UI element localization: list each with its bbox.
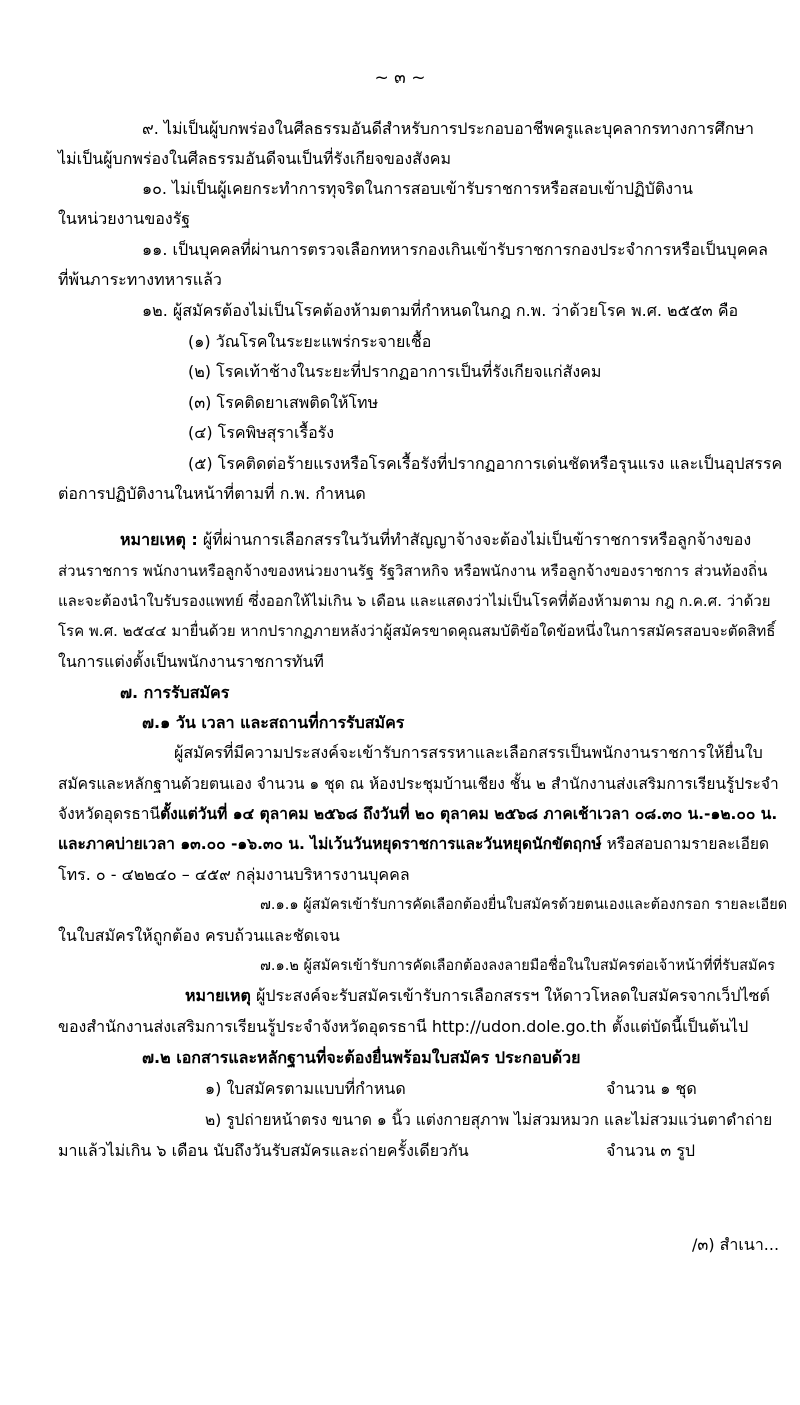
item-12-sub-1: (๑) วัณโรคในระยะแพร่กระจายเชื้อ xyxy=(188,332,432,351)
section-7-heading: ๗. การรับสมัคร xyxy=(120,683,230,702)
item-12-sub-4: (๔) โรคพิษสุราเรื้อรัง xyxy=(188,423,335,442)
item-11-line-1: ๑๑. เป็นบุคคลที่ผ่านการตรวจเลือกทหารกองเกินเข้ารับราชการกองประจำการหรือเป็นบุคคล xyxy=(142,240,768,259)
section-7-1-heading: ๗.๑ วัน เวลา และสถานที่การรับสมัคร xyxy=(142,713,405,732)
section-7-1-para-line-2: สมัครและหลักฐานด้วยตนเอง จำนวน ๑ ชุด ณ ห้องประชุมบ้านเชียง ชั้น ๒ สำนักงานส่งเสริมการเรียนรู้ประจำ xyxy=(58,775,779,793)
clause-7-1-2: ๗.๑.๒ ผู้สมัครเข้ารับการคัดเลือกต้องลงลายมือชื่อในใบสมัครต่อเจ้าหน้าที่ที่รับสมัคร xyxy=(260,958,776,974)
item-11-line-2: ที่พ้นภาระทางทหารแล้ว xyxy=(58,270,222,289)
note-2-text: ผู้ประสงค์จะรับสมัครเข้ารับการเลือกสรรฯ ให้ดาวโหลดใบสมัครจากเว็ปไซต์ xyxy=(250,986,770,1005)
note-1-text: ผู้ที่ผ่านการเลือกสรรในวันที่ทำสัญญาจ้างจะต้องไม่เป็นข้าราชการหรือลูกจ้างของ xyxy=(197,530,752,549)
doc-item-2-line-1: ๒) รูปถ่ายหน้าตรง ขนาด ๑ นิ้ว แต่งกายสุภาพ ไม่สวมหมวก และไม่สวมแว่นตาดำถ่าย xyxy=(205,1111,773,1129)
note-2-line-2: ของสำนักงานส่งเสริมการเรียนรู้ประจำจังหวัดอุดรธานี http://udon.dole.go.th ตั้งแต่บัดนี้เป็นต้นไป xyxy=(58,1017,749,1036)
section-7-1-phone-line: โทร. ๐ - ๔๒๒๔๐ – ๔๕๙ กลุ่มงานบริหารงานบุคคล xyxy=(58,865,410,884)
item-12-sub-2: (๒) โรคเท้าช้างในระยะที่ปรากฏอาการเป็นที่รังเกียจแก่สังคม xyxy=(188,362,602,381)
item-12-line-1: ๑๒. ผู้สมัครต้องไม่เป็นโรคต้องห้ามตามที่กำหนดในกฎ ก.พ. ว่าด้วยโรค พ.ศ. ๒๕๕๓ คือ xyxy=(142,301,739,320)
note-2-label: หมายเหตุ xyxy=(185,986,251,1005)
item-12-sub-5: (๕) โรคติดต่อร้ายแรงหรือโรคเรื้อรังที่ปรากฏอาการเด่นชัดหรือรุนแรง และเป็นอุปสรรค xyxy=(188,454,783,473)
section-7-1-para-line-1: ผู้สมัครที่มีความประสงค์จะเข้ารับการสรรหาและเลือกสรรเป็นพนักงานราชการให้ยื่นใบ xyxy=(174,743,763,762)
section-7-1-para-line-4 xyxy=(58,833,769,855)
item-12-line-end: ต่อการปฏิบัติงานในหน้าที่ตามที่ ก.พ. กำหนด xyxy=(58,484,366,503)
page-footer-continuation: /๓) สำเนา... xyxy=(692,1235,780,1254)
section-7-2-heading: ๗.๒ เอกสารและหลักฐานที่จะต้องยื่นพร้อมใบสมัคร ประกอบด้วย xyxy=(142,1048,581,1067)
province-text: จังหวัดอุดรธานี xyxy=(58,805,161,823)
note-1-line-4: โรค พ.ศ. ๒๕๔๔ มายื่นด้วย หากปรากฏภายหลังว่าผู้สมัครขาดคุณสมบัติข้อใดข้อหนึ่งในการสมัครสอบจะตัดสิทธิ์ xyxy=(58,622,776,640)
page-number-header: ~ ๓ ~ xyxy=(374,68,426,88)
clause-7-1-1-line-2: ในใบสมัครให้ถูกต้อง ครบถ้วนและชัดเจน xyxy=(58,926,340,945)
note-1-line-2: ส่วนราชการ พนักงานหรือลูกจ้างของหน่วยงานรัฐ รัฐวิสาหกิจ หรือพนักงาน หรือลูกจ้างของราชการ ส่วนท้องถิ่น xyxy=(58,562,768,580)
item-9-line-1: ๙. ไม่เป็นผู้บกพร่องในศีลธรรมอันดีสำหรับการประกอบอาชีพครูและบุคลากรทางการศึกษา xyxy=(142,119,755,138)
note-1-line-5: ในการแต่งตั้งเป็นพนักงานราชการทันที xyxy=(58,652,324,671)
inquiry-text: หรือสอบถามรายละเอียด xyxy=(601,835,770,853)
note-1-line-3: และจะต้องนำใบรับรองแพทย์ ซึ่งออกให้ไม่เกิน ๖ เดือน และแสดงว่าไม่เป็นโรคที่ต้องห้ามตาม กฎ ก.ค.ศ. ว่าด้วย xyxy=(58,592,771,610)
note-1-label: หมายเหตุ : xyxy=(120,530,198,549)
item-9-line-2: ไม่เป็นผู้บกพร่องในศีลธรรมอันดีจนเป็นที่รังเกียจของสังคม xyxy=(58,149,452,168)
item-10-line-1: ๑๐. ไม่เป็นผู้เคยกระทำการทุจริตในการสอบเข้ารับราชการหรือสอบเข้าปฏิบัติงาน xyxy=(142,179,693,198)
doc-item-1: ๑) ใบสมัครตามแบบที่กำหนด xyxy=(205,1079,406,1098)
afternoon-hours: และภาคบ่ายเวลา ๑๓.๐๐ -๑๖.๓๐ น. ไม่เว้นวันหยุดราชการและวันหยุดนักขัตฤกษ์ xyxy=(58,835,602,853)
clause-7-1-1-line-1: ๗.๑.๑ ผู้สมัครเข้ารับการคัดเลือกต้องยื่นใบสมัครด้วยตนเองและต้องกรอก รายละเอียด xyxy=(260,897,788,913)
note-2-line-1 xyxy=(185,985,770,1007)
note-1-line-1 xyxy=(120,529,751,551)
item-12-sub-3: (๓) โรคติดยาเสพติดให้โทษ xyxy=(188,393,379,412)
section-7-1-para-line-3 xyxy=(58,803,777,825)
doc-item-2-quantity: จำนวน ๓ รูป xyxy=(606,1141,696,1160)
application-dates: ตั้งแต่วันที่ ๑๔ ตุลาคม ๒๕๖๘ ถึงวันที่ ๒๐ ตุลาคม ๒๕๖๘ ภาคเช้าเวลา ๐๘.๓๐ น.-๑๒.๐๐ น. xyxy=(160,805,778,823)
item-10-line-2: ในหน่วยงานของรัฐ xyxy=(58,209,191,228)
doc-item-1-quantity: จำนวน ๑ ชุด xyxy=(606,1079,697,1098)
doc-item-2-line-2: มาแล้วไม่เกิน ๖ เดือน นับถึงวันรับสมัครและถ่ายครั้งเดียวกัน xyxy=(58,1141,469,1160)
